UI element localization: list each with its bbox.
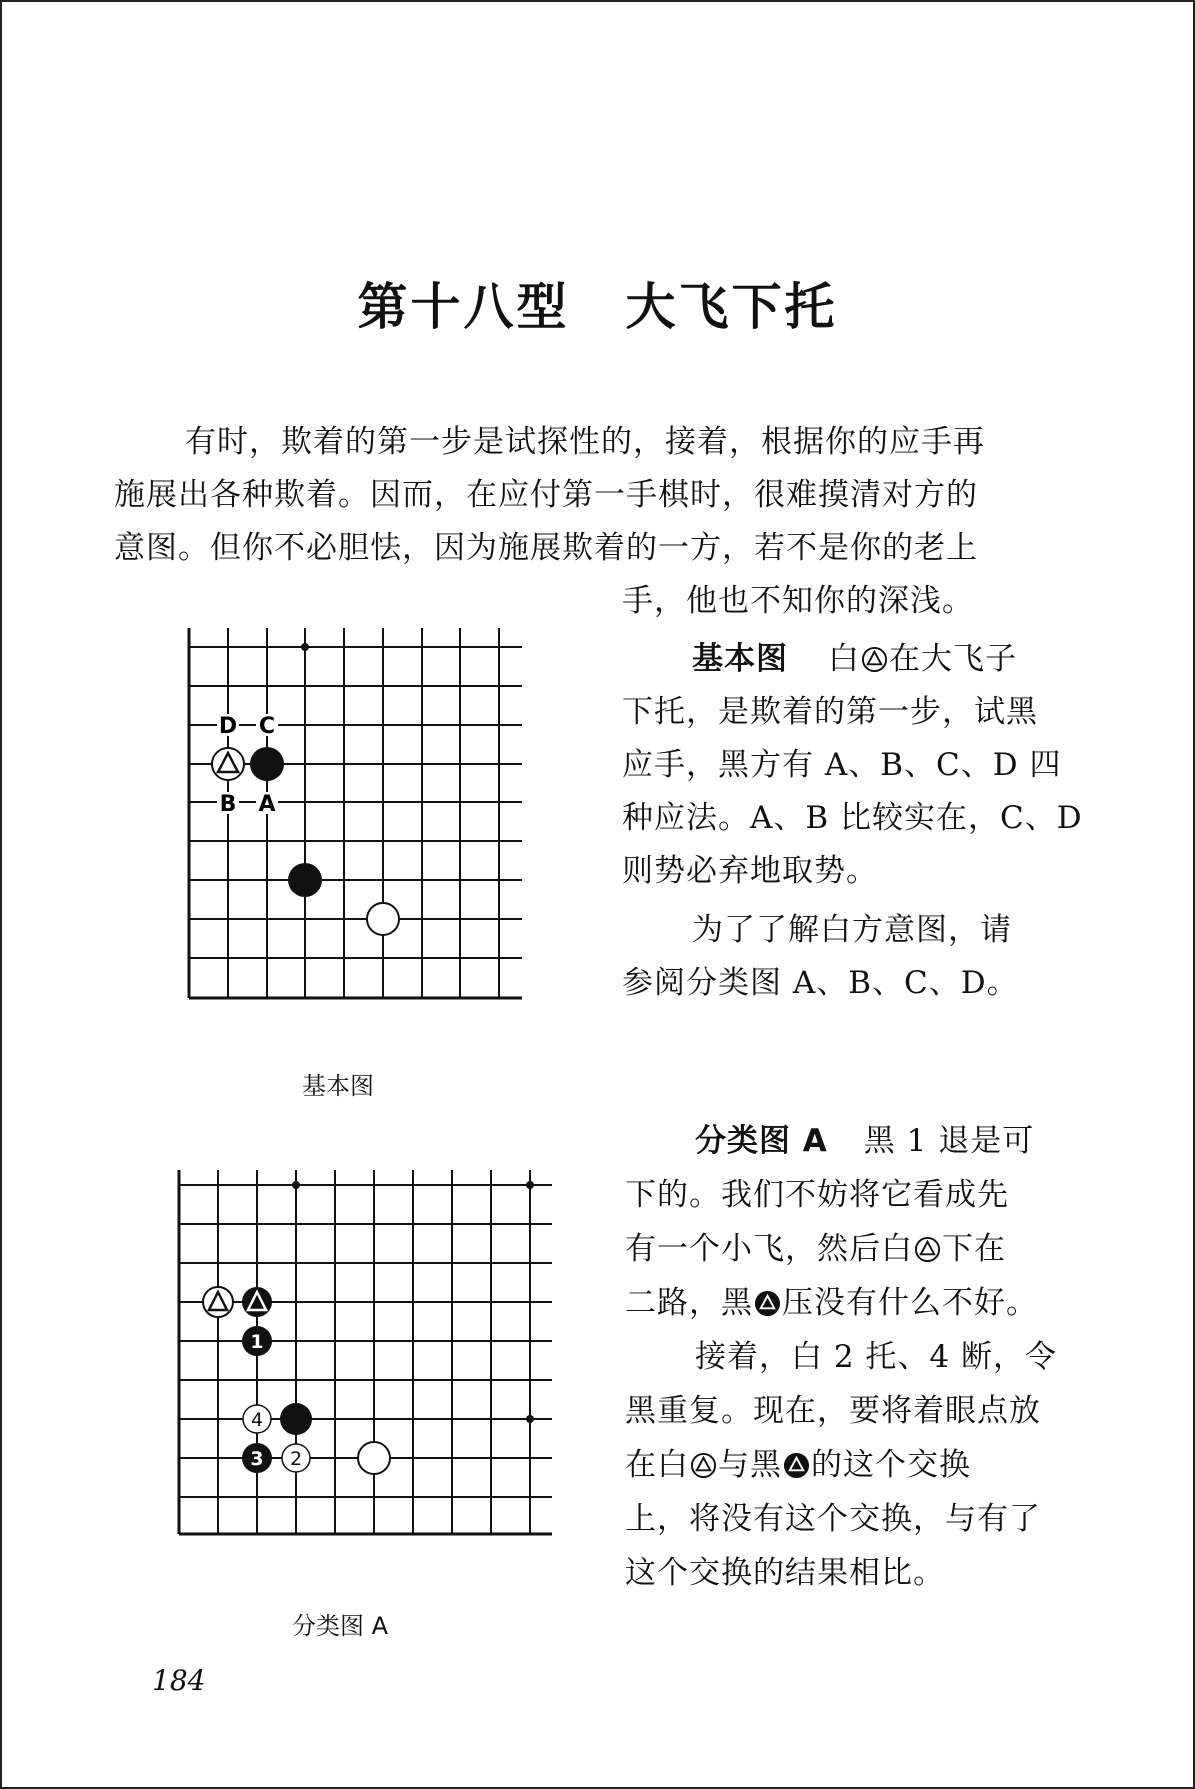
svg-text:D: D [218,714,238,739]
black-stone-1 [242,1326,272,1356]
variation-a-line-3: 有一个小飞，然后白 下在 [625,1231,1006,1267]
svg-text:2: 2 [289,1448,303,1470]
variation-a-diagram [167,1162,562,1547]
intro-line-3: 意图。但你不必胆怯，因为施展欺着的一方，若不是你的老上 [114,530,978,566]
variation-a-line-5: 接着，白 2 托、4 断，令 [695,1339,1058,1375]
variation-a-line-2: 下的。我们不妨将它看成先 [625,1177,1009,1213]
basic-text-line-2: 下托，是欺着的第一步，试黑 [622,694,1038,730]
basic-caption: 基本图 [302,1072,374,1100]
svg-text:4: 4 [250,1409,264,1431]
black-stone [288,863,322,897]
white-triangle-icon [861,646,888,673]
svg-text:A: A [258,792,276,817]
svg-text:3: 3 [250,1448,264,1470]
variation-a-line-6: 黑重复。现在，要将着眼点放 [625,1393,1041,1429]
label-a [256,792,278,817]
variation-a-caption: 分类图 A [292,1612,389,1640]
intro-line-1: 有时，欺着的第一步是试探性的，接着，根据你的应手再 [185,424,985,460]
variation-a-line-7: 在白 与黑 的这个交换 [625,1447,971,1483]
white-triangle-icon [690,1452,717,1479]
variation-a-line-1: 分类图 A 黑 1 退是可 [695,1123,1035,1159]
white-triangle-stone [203,1287,233,1317]
white-stone-4 [243,1405,271,1433]
white-stone [358,1442,390,1474]
black-stone-3 [242,1443,272,1473]
black-stone [280,1403,312,1435]
white-stone [367,903,399,935]
basic-text-line-5: 则势必弃地取势。 [622,853,878,889]
intro-line-4: 手，他也不知你的深浅。 [622,583,974,619]
variation-a-line-9: 这个交换的结果相比。 [625,1555,945,1591]
label-b [217,792,239,817]
basic-diagram [177,622,537,1002]
basic-text-line-3: 应手，黑方有 A、B、C、D 四 [622,747,1062,783]
variation-a-line-4: 二路，黑 压没有什么不好。 [625,1285,1038,1321]
white-stone-2 [282,1444,310,1472]
black-triangle-icon [783,1452,810,1479]
label-c [256,714,278,739]
svg-text:C: C [258,714,276,739]
chapter-title: 第十八型 大飞下托 [357,278,838,336]
basic-text-line-6: 为了了解白方意图，请 [692,912,1012,948]
svg-text:B: B [219,792,237,817]
black-stone [250,747,284,781]
variation-a-line-8: 上，将没有这个交换，与有了 [625,1501,1041,1537]
basic-heading: 基本图 [692,641,788,677]
basic-text-line-1: 基本图 白 在大飞子 [692,641,1017,677]
page-number: 184 [152,1664,206,1697]
black-triangle-stone [242,1287,272,1317]
intro-line-2: 施展出各种欺着。因而，在应付第一手棋时，很难摸清对方的 [114,477,978,513]
black-triangle-icon [754,1290,781,1317]
variation-a-heading: 分类图 A [695,1123,828,1159]
basic-text-line-4: 种应法。A、B 比较实在，C、D [622,800,1083,836]
white-triangle-stone [212,748,244,780]
white-triangle-icon [914,1236,941,1263]
svg-text:1: 1 [250,1331,264,1353]
basic-text-line-7: 参阅分类图 A、B、C、D。 [622,965,1019,1001]
label-d [217,714,239,739]
